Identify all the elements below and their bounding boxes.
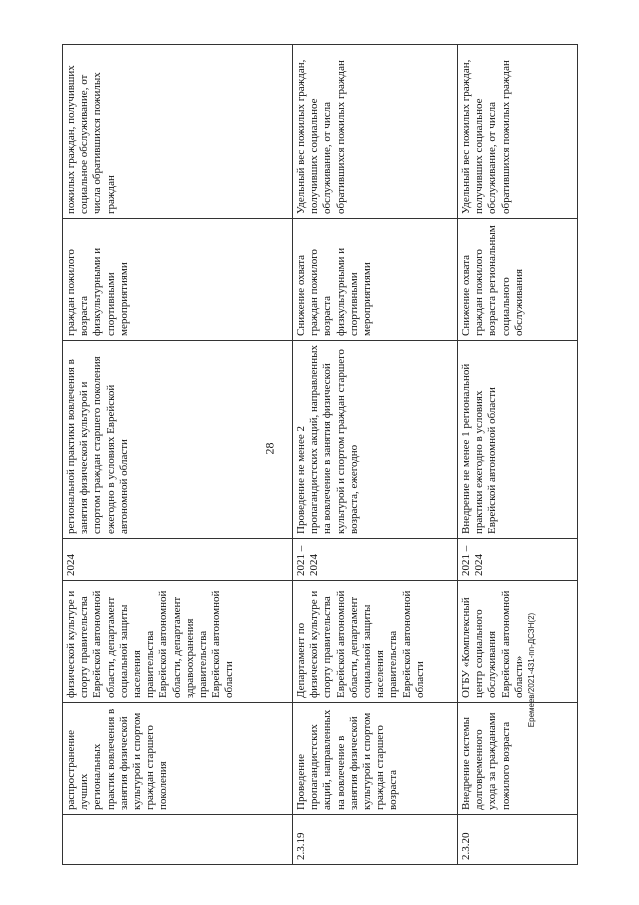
cell-indicator: пожилых граждан, получивших социальное обслуживание, от числа обратившихся пожилых граждан [63, 45, 293, 219]
document-footer-code: Еремеев/2021-431-пп-ДСЗН(2) [527, 612, 536, 728]
cell-risks: Снижение охвата граждан пожилого возраста региональным социального обслуживания [458, 219, 578, 341]
cell-responsible: ОГБУ «Комплексный центр социального обслуживания Еврейской автономной области» [458, 581, 578, 703]
cell-number [63, 815, 293, 865]
cell-number: 2.3.19 [293, 815, 458, 865]
cell-risks: граждан пожилого возраста физкультурными и спортивными мероприятиями [63, 219, 293, 341]
cell-measure: Проведение пропагандистских акций, направленных на вовлечение в занятия физической культурой и спортом граждан старшего возраста [293, 703, 458, 815]
cell-term: 2021 – 2024 [458, 539, 578, 581]
cell-result: региональной практики вовлечения в занятия физической культурой и спортом граждан старшего поколения ежегодно в условиях Еврейской автономной области [63, 341, 293, 539]
table-row [458, 45, 578, 865]
cell-term: 2021 – 2024 [293, 539, 458, 581]
document-table-container [62, 45, 577, 865]
table-row [293, 45, 458, 865]
cell-measure: Внедрение системы долговременного ухода за гражданами пожилого возраста [458, 703, 578, 815]
cell-indicator: Удельный вес пожилых граждан, получивших социальное обслуживание, от числа обратившихся пожилых граждан [458, 45, 578, 219]
cell-measure: распространение лучших региональных практик вовлечения в занятия физической культурой и спортом граждан старшего поколения [63, 703, 293, 815]
cell-result: Проведение не менее 2 пропагандистских акций, направленных на вовлечение в занятия физической культурой и спортом граждан старшего возраста, ежегодно [293, 341, 458, 539]
cell-indicator: Удельный вес пожилых граждан, получивших социальное обслуживание, от числа обратившихся пожилых граждан [293, 45, 458, 219]
cell-responsible: физической культуре и спорту правительства Еврейской автономной области, департамент социальной защиты населения правительства Еврейской автономной области, департамент здравоохранения правительства Еврейской автономной области [63, 581, 293, 703]
cell-responsible: Департамент по физической культуре и спорту правительства Еврейской автономной области, департамент социальной защиты населения правительства Еврейской автономной области [293, 581, 458, 703]
cell-result: Внедрение не менее 1 региональной практики ежегодно в условиях Еврейской автономной области [458, 341, 578, 539]
measures-table [62, 44, 578, 865]
cell-term: 2024 [63, 539, 293, 581]
page-number: 28 [262, 442, 277, 455]
table-row [63, 45, 293, 865]
cell-number: 2.3.20 [458, 815, 578, 865]
cell-risks: Снижение охвата граждан пожилого возраста физкультурными и спортивными мероприятиями [293, 219, 458, 341]
